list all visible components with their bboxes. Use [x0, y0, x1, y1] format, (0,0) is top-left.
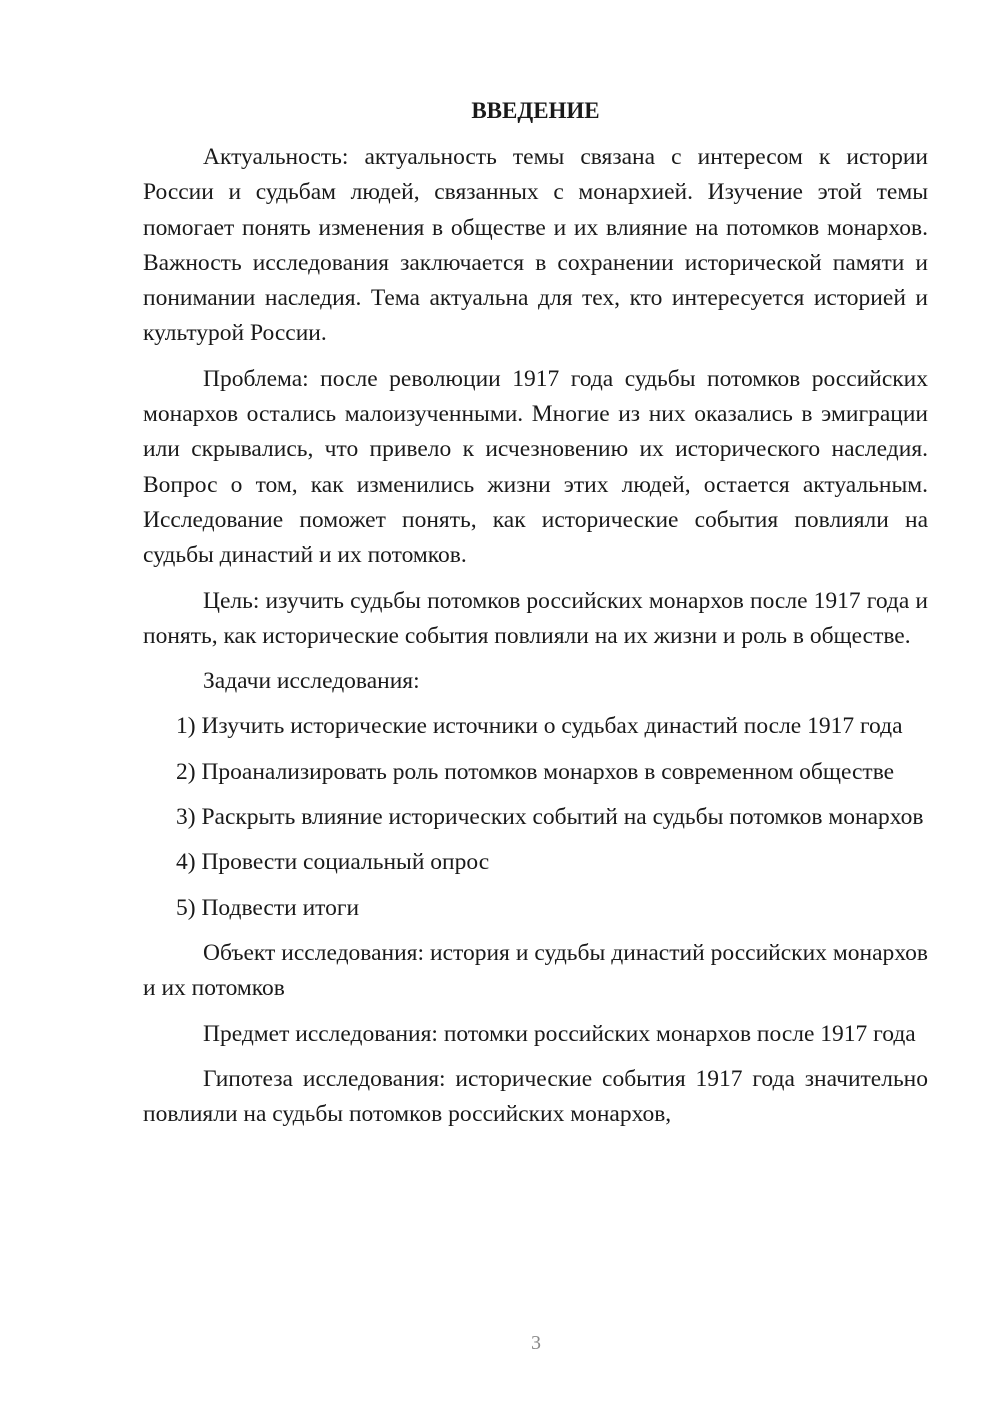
- subject-paragraph: Предмет исследования: потомки российских монархов после 1917 года: [203, 1020, 916, 1047]
- section-heading: ВВЕДЕНИЕ: [471, 98, 600, 123]
- task-item: 3) Раскрыть влияние исторических событий на судьбы потомков монархов: [176, 804, 924, 831]
- problem-paragraph: Проблема: после революции 1917 года судьбы потомков российских монархов остались малоизученными. Многие из них оказались в эмиграции или скрывались, что привело к исчезновению их исторического наследия. Вопрос о том, как изменились жизни этих людей, остается актуальным. Исследование поможет понять, как исторические события повлияли на судьбы династий и их потомков.: [143, 365, 928, 569]
- task-item: 1) Изучить исторические источники о судьбах династий после 1917 года: [176, 713, 903, 740]
- page-content: [143, 93, 928, 1142]
- page-number: 3: [531, 1332, 541, 1354]
- relevance-paragraph: Актуальность: актуальность темы связана с интересом к истории России и судьбам людей, связанных с монархией. Изучение этой темы помогает понять изменения в обществе и их влияние на потомков монархов. Важность исследования заключается в сохранении исторической памяти и понимании наследия. Тема актуальна для тех, кто интересуется историей и культурой России.: [143, 144, 928, 347]
- task-item: 2) Проанализировать роль потомков монархов в современном обществе: [176, 758, 895, 785]
- hypothesis-paragraph: Гипотеза исследования: исторические события 1917 года значительно повлияли на судьбы потомков российских монархов,: [143, 1065, 928, 1128]
- task-item: 4) Провести социальный опрос: [176, 849, 490, 876]
- object-paragraph: Объект исследования: история и судьбы династий российских монархов и их потомков: [143, 939, 928, 1002]
- task-item: 5) Подвести итоги: [176, 894, 360, 921]
- goal-paragraph: Цель: изучить судьбы потомков российских монархов после 1917 года и понять, как исторические события повлияли на их жизни и роль в обществе.: [143, 587, 928, 649]
- tasks-heading: Задачи исследования:: [203, 668, 420, 695]
